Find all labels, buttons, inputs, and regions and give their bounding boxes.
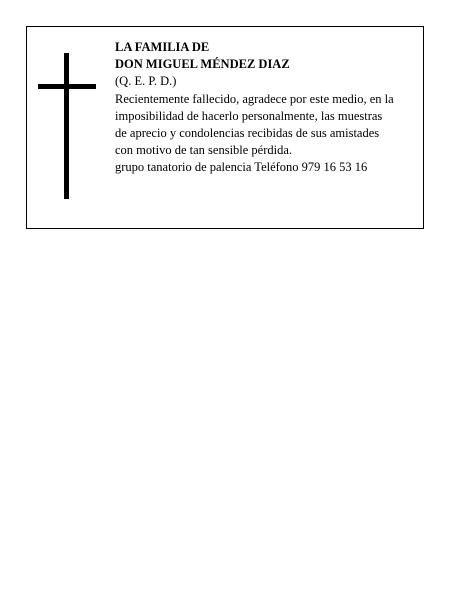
deceased-name: DON MIGUEL MÉNDEZ DIAZ: [115, 57, 290, 72]
cross-vertical-bar: [64, 53, 69, 199]
family-heading: LA FAMILIA DE: [115, 40, 210, 54]
rip-label: (Q. E. P. D.): [115, 74, 177, 89]
body-line: de aprecio y condolencias recibidas de sus amistades: [115, 126, 380, 141]
body-line: con motivo de tan sensible pérdida.: [115, 143, 293, 158]
body-line: Recientemente fallecido, agradece por este medio, en la: [115, 91, 394, 106]
body-line: imposibilidad de hacerlo personalmente, las muestras: [115, 108, 383, 123]
cross-horizontal-bar: [38, 84, 96, 89]
obituary-notice: [26, 26, 424, 229]
notice-text: [115, 39, 420, 177]
contact-line: grupo tanatorio de palencia Teléfono 979 16 53 16: [115, 160, 368, 175]
latin-cross-icon: [38, 53, 98, 199]
